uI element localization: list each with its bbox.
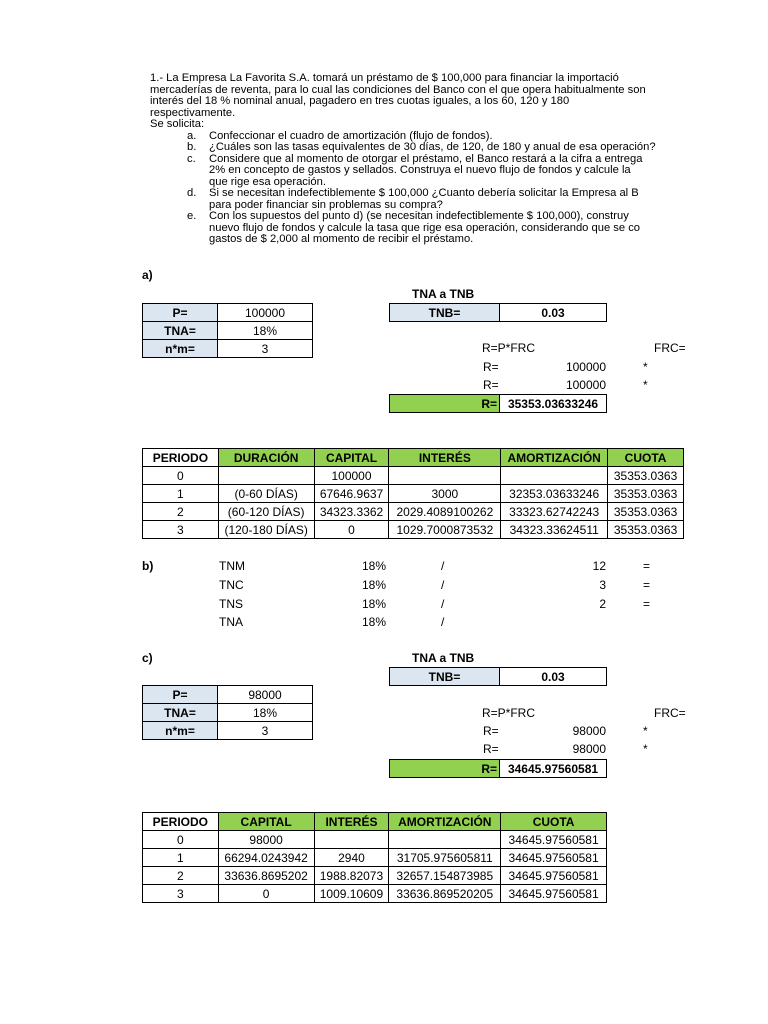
r-result-label: R=: [389, 394, 500, 413]
table-row: [143, 831, 607, 849]
param-value: 18%: [217, 321, 313, 340]
divide-sign: /: [441, 578, 445, 592]
item-letter: e.: [187, 210, 197, 222]
cell: 2: [143, 867, 219, 885]
intro-line: respectivamente.: [150, 106, 236, 119]
param-label: n*m=: [142, 721, 218, 740]
param-label: P=: [142, 303, 218, 322]
cell: 34323.33624511: [501, 521, 608, 539]
cell: (120-180 DÍAS): [218, 521, 314, 539]
cell: 33636.869520205: [389, 885, 501, 903]
item-text: gastos de $ 2,000 al momento de recibir el préstamo.: [209, 233, 474, 245]
header-amortizacion: AMORTIZACIÓN: [501, 449, 608, 467]
r-label: R=: [483, 742, 499, 756]
rate-value: 18%: [361, 615, 386, 629]
table-row: [143, 849, 607, 867]
frc-label: FRC=: [654, 706, 686, 720]
cell: 1029.7000873532: [389, 521, 501, 539]
cell: [501, 467, 608, 485]
table-header-row: [143, 449, 684, 467]
cell: 34645.97560581: [501, 831, 607, 849]
item-text: Confeccionar el cuadro de amortización (flujo de fondos).: [209, 129, 493, 142]
header-duracion: DURACIÓN: [218, 449, 314, 467]
divide-sign: /: [441, 597, 445, 611]
divide-sign: /: [441, 559, 445, 573]
cell: 1009.10609: [314, 885, 389, 903]
tna-tnb-title: TNA a TNB: [412, 651, 475, 665]
r-result-label: R=: [389, 759, 500, 778]
cell: 33323.62742243: [501, 503, 608, 521]
item-text: Con los supuestos del punto d) (se necesitan indefectiblemente $ 100,000), construy: [209, 210, 629, 222]
r-label: R=: [483, 360, 499, 374]
table-row: [143, 485, 684, 503]
amortization-table-a: [142, 448, 684, 539]
cell: 66294.0243942: [218, 849, 314, 867]
cell: [314, 831, 389, 849]
r-result-value: 35353.03633246: [499, 394, 607, 413]
r-value: 98000: [572, 724, 606, 738]
cell: 33636.8695202: [218, 867, 314, 885]
cell: [389, 831, 501, 849]
cell: 0: [143, 831, 219, 849]
param-label: TNA=: [142, 703, 218, 722]
param-label: n*m=: [142, 339, 218, 358]
cell: (60-120 DÍAS): [218, 503, 314, 521]
frc-label: FRC=: [654, 341, 686, 355]
cell: 67646.9637: [314, 485, 389, 503]
cell: 34645.97560581: [501, 867, 607, 885]
item-text: que rige esa operación.: [209, 175, 326, 188]
cell: 32657.154873985: [389, 867, 501, 885]
table-row: [143, 885, 607, 903]
header-interes: INTERÉS: [314, 813, 389, 831]
tnb-value: 0.03: [499, 667, 607, 686]
equals-sign: =: [643, 597, 651, 611]
cell: 100000: [314, 467, 389, 485]
r-result-value: 34645.97560581: [499, 759, 607, 778]
problem-statement: [150, 73, 690, 246]
item-letter: b.: [187, 141, 197, 153]
divide-sign: /: [441, 615, 445, 629]
tnb-label: TNB=: [389, 667, 500, 686]
param-value: 3: [217, 721, 313, 740]
rate-name: TNS: [219, 597, 243, 611]
tna-tnb-title: TNA a TNB: [412, 287, 475, 301]
cell: 35353.0363: [608, 521, 684, 539]
param-label: TNA=: [142, 321, 218, 340]
param-value: 3: [217, 339, 313, 358]
cell: 34323.3362: [314, 503, 389, 521]
intro-line: interés del 18 % nominal anual, pagadero en tres cuotas iguales, a los 60, 120 y 180: [150, 95, 570, 107]
rate-value: 18%: [361, 559, 386, 573]
r-label: R=: [483, 724, 499, 738]
intro-line: mercaderías de reventa, para lo cual las condiciones del Banco con el que opera habitualmente son: [150, 83, 646, 96]
item-letter: c.: [187, 152, 196, 165]
item-text: para poder financiar sin problemas su compra?: [209, 198, 443, 211]
item-letter: d.: [187, 187, 197, 199]
cell: 34645.97560581: [501, 849, 607, 867]
section-b-label: b): [142, 559, 154, 573]
multiply-sign: *: [643, 724, 648, 738]
table-row: [143, 503, 684, 521]
tnb-label: TNB=: [389, 303, 500, 322]
item-text: 2% en concepto de gastos y sellados. Construya el nuevo flujo de fondos y calcule la: [209, 164, 631, 176]
multiply-sign: *: [643, 378, 648, 392]
cell: 2029.4089100262: [389, 503, 501, 521]
header-periodo: PERIODO: [143, 449, 219, 467]
table-row: [143, 867, 607, 885]
cell: 31705.975605811: [389, 849, 501, 867]
param-value: 98000: [217, 685, 313, 704]
formula-text: R=P*FRC: [482, 341, 536, 355]
cell: 1: [143, 485, 219, 503]
cell: 2: [143, 503, 219, 521]
cell: 0: [143, 467, 219, 485]
cell: 3: [143, 885, 219, 903]
cell: [389, 467, 501, 485]
header-capital: CAPITAL: [218, 813, 314, 831]
item-text: ¿Cuáles son las tasas equivalentes de 30 días, de 120, de 180 y anual de esa operación?: [209, 141, 656, 153]
r-label: R=: [483, 378, 499, 392]
param-value: 18%: [217, 703, 313, 722]
item-letter: a.: [187, 129, 197, 142]
cell: 98000: [218, 831, 314, 849]
param-value: 100000: [217, 303, 313, 322]
equals-sign: =: [643, 559, 651, 573]
divisor: 2: [599, 597, 606, 611]
header-interes: INTERÉS: [389, 449, 501, 467]
item-text: Considere que al momento de otorgar el préstamo, el Banco restará a la cifra a entrega: [209, 152, 643, 165]
cell: 1: [143, 849, 219, 867]
header-periodo: PERIODO: [143, 813, 219, 831]
section-c-label: c): [142, 651, 153, 665]
intro-line: Se solicita:: [150, 118, 205, 130]
cell: 35353.0363: [608, 485, 684, 503]
cell: 3000: [389, 485, 501, 503]
table-row: [143, 521, 684, 539]
formula-text: R=P*FRC: [482, 706, 536, 720]
item-text: nuevo flujo de fondos y calcule la tasa que rige esa operación, considerando que se co: [209, 221, 641, 234]
divisor: 3: [599, 578, 606, 592]
intro-line: 1.- La Empresa La Favorita S.A. tomará un préstamo de $ 100,000 para financiar la importació: [150, 73, 619, 84]
amortization-table-c: [142, 812, 607, 903]
cell: 2940: [314, 849, 389, 867]
cell: 0: [218, 885, 314, 903]
cell: 35353.0363: [608, 467, 684, 485]
equals-sign: =: [643, 578, 651, 592]
cell: 35353.0363: [608, 503, 684, 521]
r-value: 100000: [565, 378, 606, 392]
item-text: Si se necesitan indefectiblemente $ 100,000 ¿Cuanto debería solicitar la Empresa al B: [209, 187, 639, 199]
cell: (0-60 DÍAS): [218, 485, 314, 503]
rate-name: TNC: [219, 578, 244, 592]
header-capital: CAPITAL: [314, 449, 389, 467]
table-header-row: [143, 813, 607, 831]
section-a-label: a): [142, 268, 153, 282]
tnb-value: 0.03: [499, 303, 607, 322]
header-cuota: CUOTA: [608, 449, 684, 467]
cell: 32353.03633246: [501, 485, 608, 503]
r-value: 100000: [565, 360, 606, 374]
param-label: P=: [142, 685, 218, 704]
header-amortizacion: AMORTIZACIÓN: [389, 813, 501, 831]
multiply-sign: *: [643, 742, 648, 756]
rate-name: TNA: [219, 615, 243, 629]
cell: 0: [314, 521, 389, 539]
table-row: [143, 467, 684, 485]
rate-name: TNM: [219, 559, 245, 573]
cell: 1988.82073: [314, 867, 389, 885]
cell: 3: [143, 521, 219, 539]
divisor: 12: [592, 559, 606, 573]
rate-value: 18%: [361, 597, 386, 611]
rate-value: 18%: [361, 578, 386, 592]
header-cuota: CUOTA: [501, 813, 607, 831]
r-value: 98000: [572, 742, 606, 756]
cell: [218, 467, 314, 485]
cell: 34645.97560581: [501, 885, 607, 903]
multiply-sign: *: [643, 360, 648, 374]
